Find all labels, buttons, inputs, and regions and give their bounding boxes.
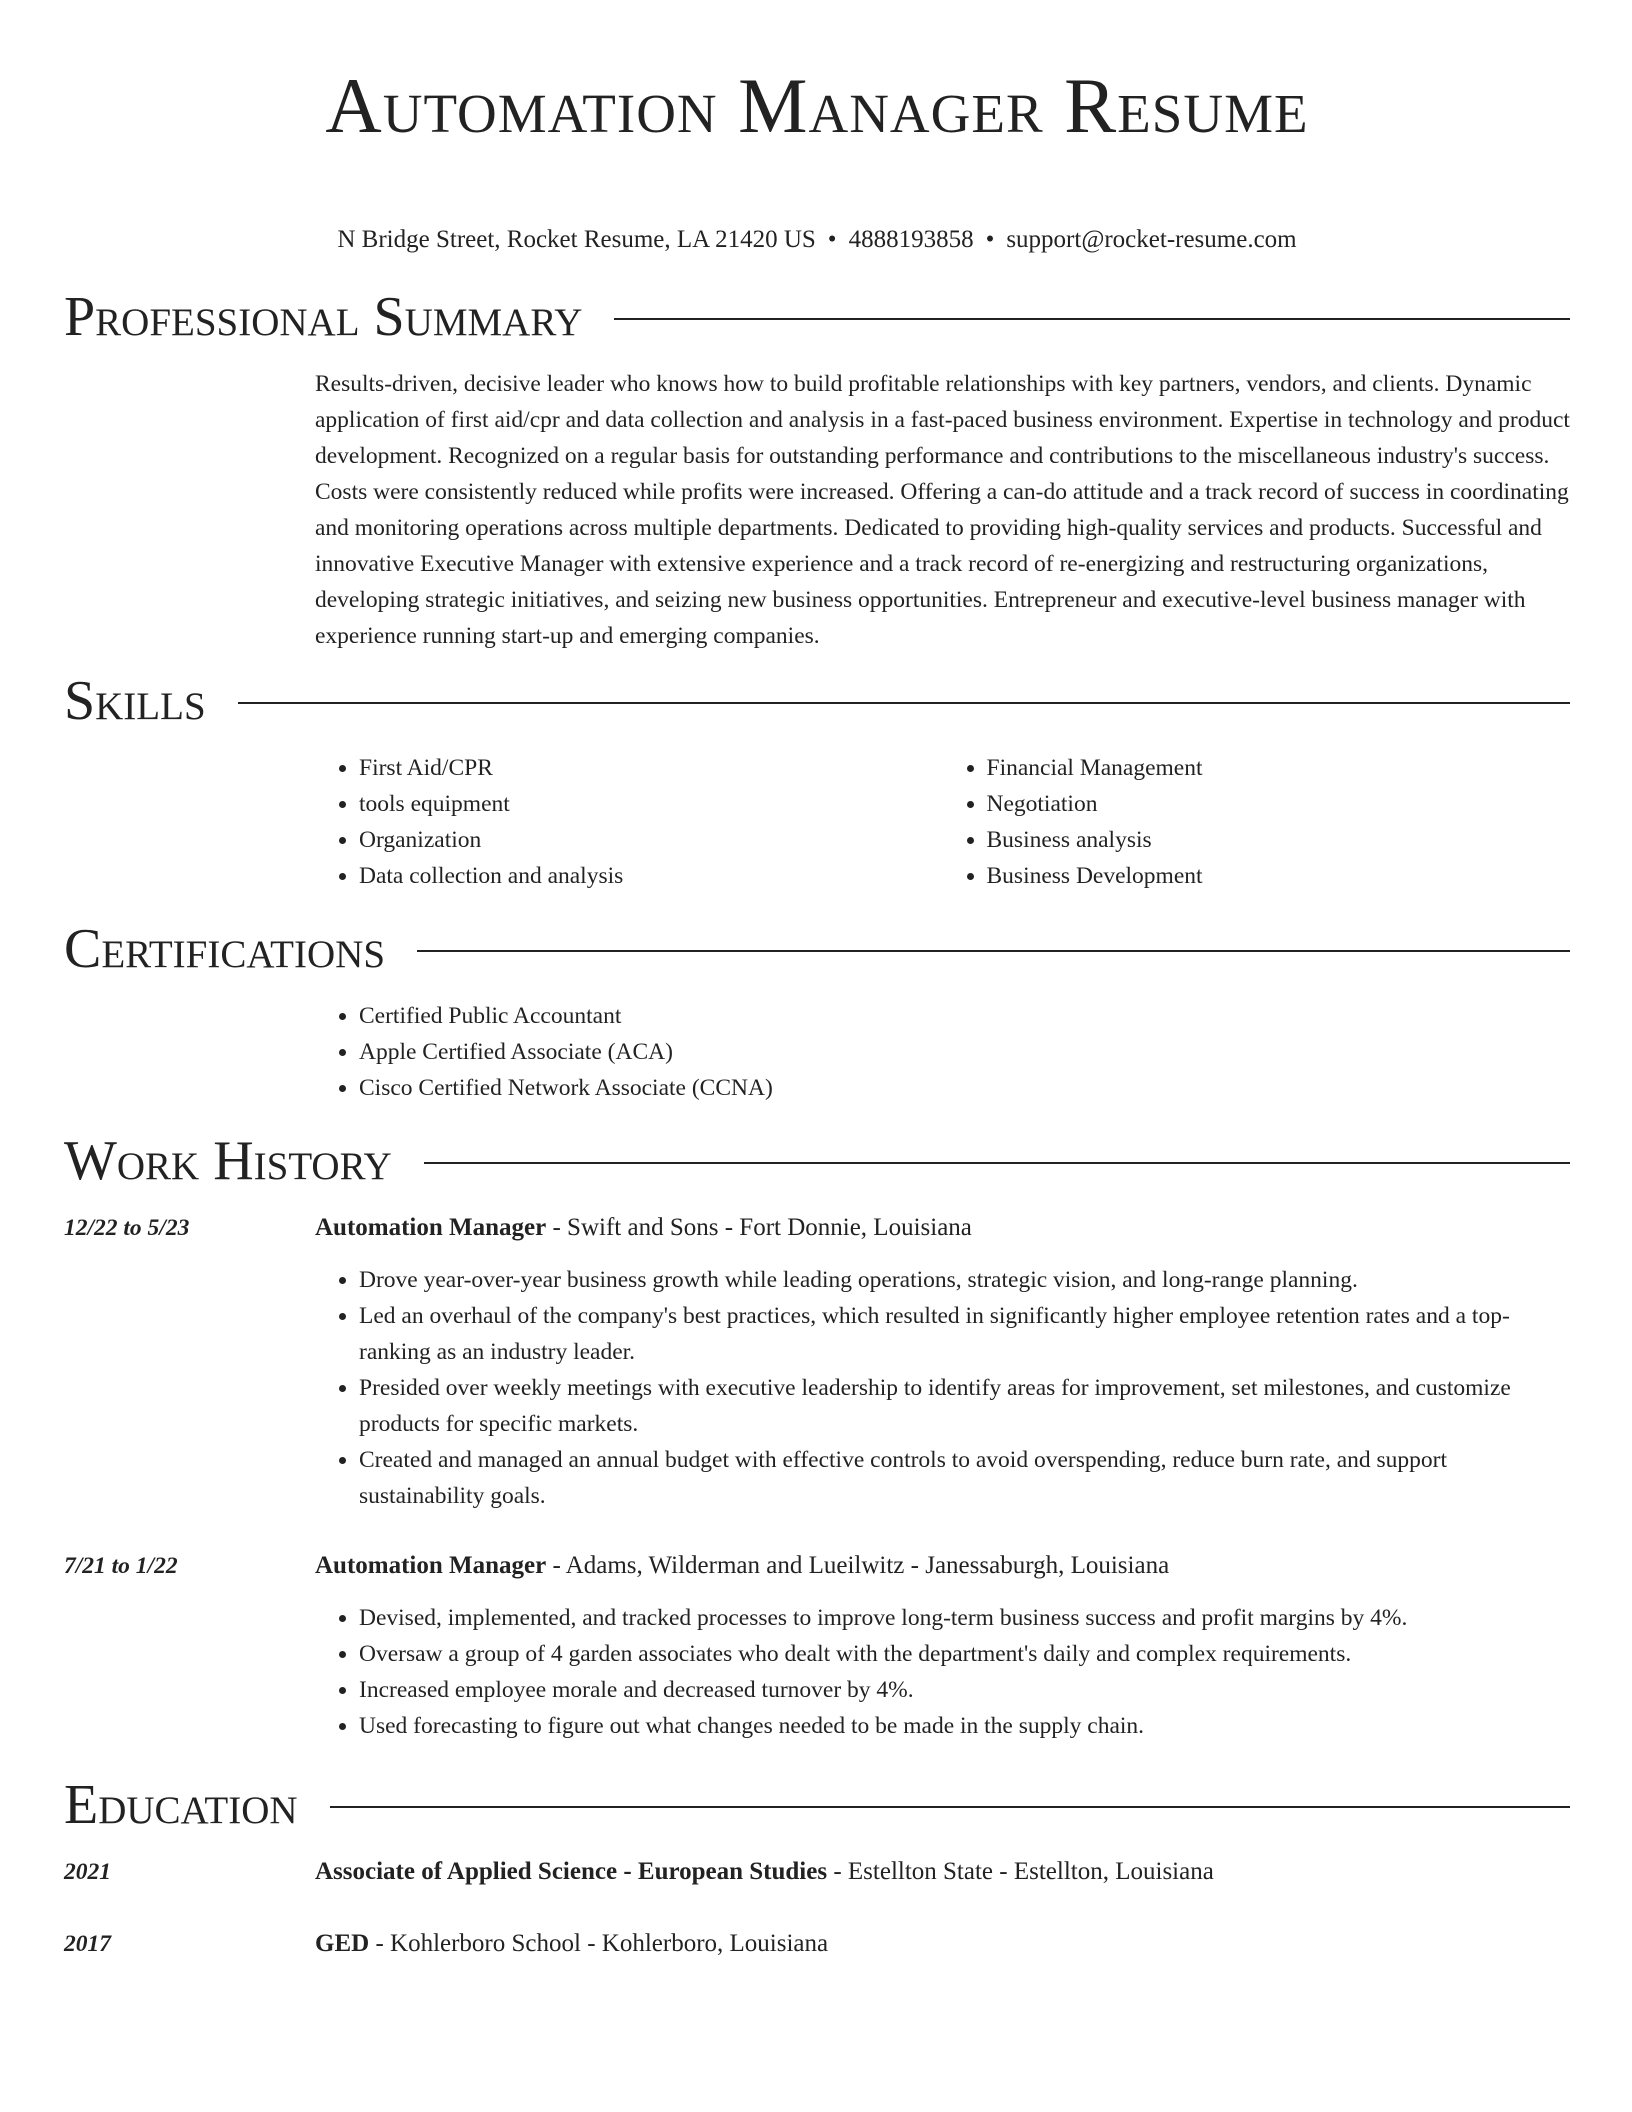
job-bullet: • Led an overhaul of the company's best practices, which resulted in significantly higher employee retention rates and a top-ranking as an industry leader.	[359, 1298, 1570, 1370]
summary-body	[315, 366, 1570, 654]
education-school: - Kohlerboro School - Kohlerboro, Louisiana	[369, 1930, 829, 1957]
job-bullet: • Devised, implemented, and tracked processes to improve long-term business success and profit margins by 4%.	[359, 1600, 1570, 1636]
education-detail	[315, 1854, 1214, 1890]
skill-item: • Business analysis	[987, 822, 1571, 858]
section-divider	[330, 1806, 1570, 1808]
job-bullet: • Drove year-over-year business growth while leading operations, strategic vision, and long-range planning.	[359, 1262, 1570, 1298]
work-history-list	[64, 1210, 1570, 1744]
job-bullet: • Presided over weekly meetings with executive leadership to identify areas for improvement, set milestones, and customize products for specific markets.	[359, 1370, 1570, 1442]
section-divider	[614, 318, 1570, 320]
work-section-header	[64, 1128, 1570, 1194]
summary-section-header	[64, 284, 1570, 350]
summary-heading: Professional Summary	[64, 286, 583, 348]
email-text: support@rocket-resume.com	[1006, 226, 1297, 253]
summary-text: Results-driven, decisive leader who knows how to build profitable relationships with key partners, vendors, and clients. Dynamic application of first aid/cpr and data collection and analysis in a fast-paced business environment. Expertise in technology and product development. Recognized on a regular basis for outstanding performance and contributions to the miscellaneous industry's success. Costs were consistently reduced while profits were increased. Offering a can-do attitude and a track record of success in coordinating and monitoring operations across multiple departments. Dedicated to providing high-quality services and products. Successful and innovative Executive Manager with extensive experience and a track record of re-energizing and restructuring organizations, developing strategic initiatives, and seizing new business opportunities. Entrepreneur and executive-level business manager with experience running start-up and emerging companies.	[315, 371, 1570, 649]
job-title: Automation Manager	[315, 1214, 547, 1241]
education-detail	[315, 1926, 828, 1962]
job-role	[315, 1548, 1169, 1584]
education-heading: Education	[64, 1774, 298, 1836]
job-bullets	[315, 1600, 1570, 1744]
job-role	[315, 1210, 972, 1246]
job-bullet-list	[315, 1262, 1570, 1514]
section-divider	[238, 702, 1570, 704]
education-degree: Associate of Applied Science - European Studies	[315, 1858, 828, 1885]
education-entry	[64, 1854, 1570, 1890]
job-header	[64, 1548, 1570, 1584]
skill-item: • First Aid/CPR	[359, 750, 943, 786]
skill-item: • Negotiation	[987, 786, 1571, 822]
education-degree: GED	[315, 1930, 370, 1957]
education-year: 2017	[64, 1931, 111, 1957]
skill-item: • Financial Management	[987, 750, 1571, 786]
education-school: - Estellton State - Estellton, Louisiana	[827, 1858, 1214, 1885]
resume-title: Automation Manager Resume	[325, 62, 1309, 149]
job-company: - Adams, Wilderman and Lueilwitz - Janessaburgh, Louisiana	[546, 1552, 1170, 1579]
job-bullets	[315, 1262, 1570, 1514]
job-bullet: • Increased employee morale and decreased turnover by 4%.	[359, 1672, 1570, 1708]
skills-list	[315, 750, 1570, 894]
certifications-section-header	[64, 916, 1570, 982]
address-text: N Bridge Street, Rocket Resume, LA 21420 US	[337, 226, 816, 253]
job-bullet: • Used forecasting to figure out what changes needed to be made in the supply chain.	[359, 1708, 1570, 1744]
job-bullet-list	[315, 1600, 1570, 1744]
skills-column-left	[315, 750, 943, 894]
phone-text: 4888193858	[848, 226, 974, 253]
education-entry	[64, 1926, 1570, 1962]
job-dates: 12/22 to 5/23	[64, 1215, 190, 1241]
contact-separator: •	[985, 226, 995, 253]
certifications-body	[315, 998, 1570, 1106]
job-company: - Swift and Sons - Fort Donnie, Louisiana	[546, 1214, 972, 1241]
job-header	[64, 1210, 1570, 1246]
job-bullet: • Created and managed an annual budget with effective controls to avoid overspending, reduce burn rate, and support sustainability goals.	[359, 1442, 1570, 1514]
section-divider	[424, 1162, 1570, 1164]
education-list	[64, 1854, 1570, 1962]
certification-item: • Certified Public Accountant	[359, 998, 1570, 1034]
skill-item: • tools equipment	[359, 786, 943, 822]
skill-item: • Data collection and analysis	[359, 858, 943, 894]
education-year: 2021	[64, 1859, 111, 1885]
work-heading: Work History	[64, 1130, 392, 1192]
skill-item: • Business Development	[987, 858, 1571, 894]
resume-page	[64, 0, 1570, 1962]
certifications-heading: Certifications	[64, 918, 386, 980]
skills-section-header	[64, 668, 1570, 734]
job-dates: 7/21 to 1/22	[64, 1553, 178, 1579]
job-title: Automation Manager	[315, 1552, 547, 1579]
job-entry	[64, 1210, 1570, 1514]
certifications-list	[315, 998, 1570, 1106]
job-bullet: • Oversaw a group of 4 garden associates who dealt with the department's daily and complex requirements.	[359, 1636, 1570, 1672]
skills-heading: Skills	[64, 670, 206, 732]
skill-item: • Organization	[359, 822, 943, 858]
skills-column-right	[943, 750, 1571, 894]
education-section-header	[64, 1772, 1570, 1838]
certification-item: • Cisco Certified Network Associate (CCNA)	[359, 1070, 1570, 1106]
job-entry	[64, 1548, 1570, 1744]
certification-item: • Apple Certified Associate (ACA)	[359, 1034, 1570, 1070]
contact-line	[64, 222, 1570, 258]
contact-separator: •	[827, 226, 837, 253]
section-divider	[417, 950, 1570, 952]
